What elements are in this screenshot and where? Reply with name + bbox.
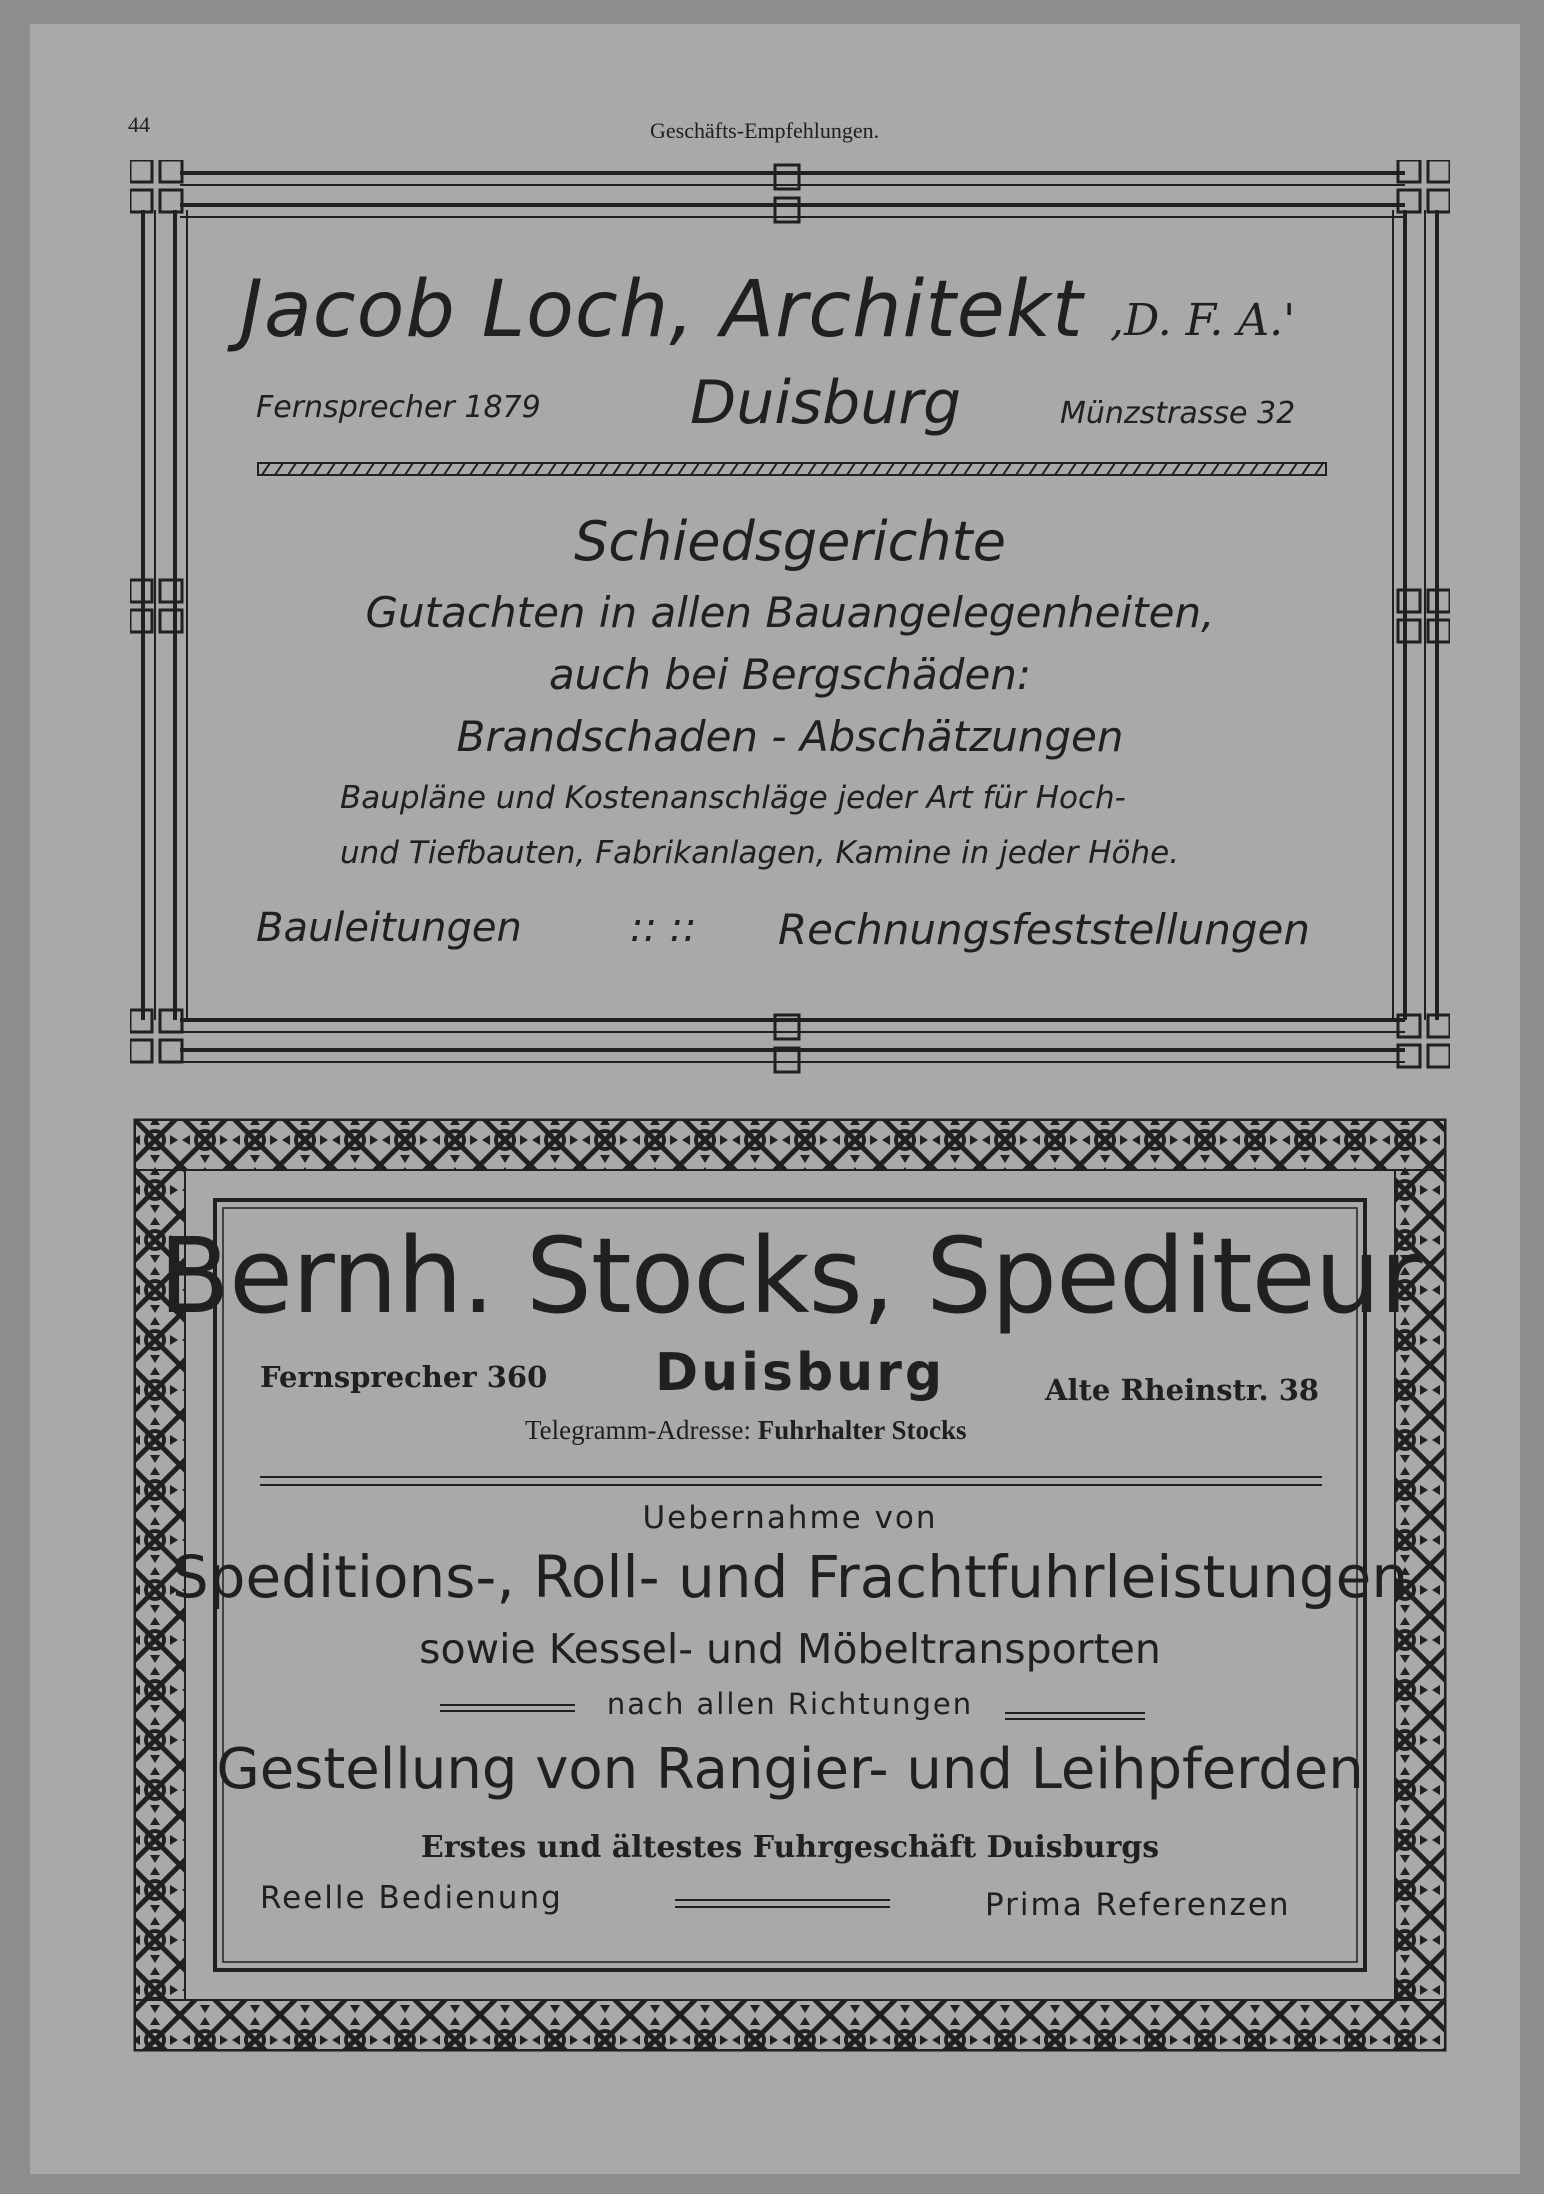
ad2-line-2: Speditions-, Roll- und Frachtfuhrleistungen xyxy=(171,1543,1409,1611)
ad1-bauleitungen: Bauleitungen xyxy=(256,905,522,951)
ad1-heading: Schiedsgerichte xyxy=(574,510,1006,573)
ad1-address: Münzstrasse 32 xyxy=(1060,396,1296,431)
ad2-reelle-bedienung: Reelle Bedienung xyxy=(260,1880,563,1916)
ad2-telegram xyxy=(525,1415,967,1446)
ad1-company-name: Jacob Loch, Architekt xyxy=(240,265,1084,355)
ad2-line-3: sowie Kessel- und Möbeltransporten xyxy=(419,1625,1161,1673)
ad1-phone: Fernsprecher 1879 xyxy=(256,390,541,425)
ad1-line-5: Baupläne und Kostenanschläge jeder Art für Hoch- xyxy=(340,780,1126,816)
ad2-line-6: Erstes und ältestes Fuhrgeschäft Duisburgs xyxy=(420,1830,1160,1865)
ad1-city: Duisburg xyxy=(690,368,962,438)
ad1-rechnungsfeststellungen: Rechnungsfeststellungen xyxy=(778,905,1310,954)
ad-bernh-stocks xyxy=(130,1115,1450,2055)
ad2-city: Duisburg xyxy=(655,1343,946,1403)
ad2-telegram-label: Telegramm-Adresse: xyxy=(525,1415,752,1445)
ad2-phone: Fernsprecher 360 xyxy=(260,1360,548,1394)
ad2-company-name: Bernh. Stocks, Spediteur xyxy=(158,1215,1422,1337)
ad1-line-4: Brandschaden - Abschätzungen xyxy=(456,712,1124,761)
ad1-affiliation: ,D. F. A.' xyxy=(1110,295,1296,346)
ad1-separator: :: :: xyxy=(630,905,697,951)
ad2-address: Alte Rheinstr. 38 xyxy=(1045,1373,1320,1407)
ad2-line-5: Gestellung von Rangier- und Leihpferden xyxy=(216,1737,1364,1802)
ad2-telegram-value: Fuhrhalter Stocks xyxy=(757,1415,967,1445)
ad1-line-3: auch bei Bergschäden: xyxy=(548,650,1032,699)
ad2-line-4: nach allen Richtungen xyxy=(606,1687,974,1721)
ad2-prima-referenzen: Prima Referenzen xyxy=(985,1887,1291,1923)
ad-jacob-loch xyxy=(130,160,1450,1085)
page-number: 44 xyxy=(128,112,150,137)
ad2-line-1: Uebernahme von xyxy=(642,1500,938,1536)
running-header: Geschäfts-Empfehlungen. xyxy=(650,118,880,143)
ad1-line-6: und Tiefbauten, Fabrikanlagen, Kamine in jeder Höhe. xyxy=(340,835,1180,871)
ad1-line-2: Gutachten in allen Bauangelegenheiten, xyxy=(365,588,1215,637)
